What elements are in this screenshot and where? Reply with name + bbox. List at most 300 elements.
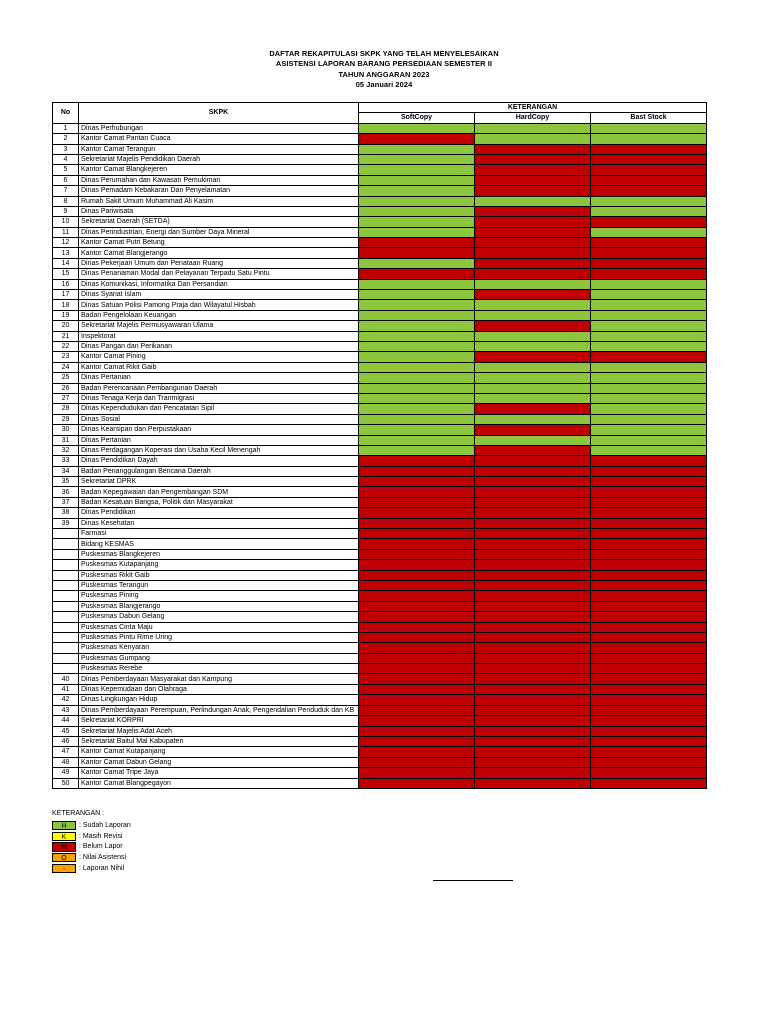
skpk-name: Kantor Camat Terangun xyxy=(79,144,359,154)
status-cell-hard xyxy=(475,549,591,559)
status-cell-hard xyxy=(475,653,591,663)
status-cell-soft xyxy=(359,456,475,466)
skpk-name: Dinas Satuan Polisi Pamong Praja dan Wilayatul Hisbah xyxy=(79,300,359,310)
skpk-name: Sekretariat Daerah (SETDA) xyxy=(79,217,359,227)
status-cell-hard xyxy=(475,175,591,185)
row-number: 2 xyxy=(53,134,79,144)
row-number: 49 xyxy=(53,768,79,778)
row-number: 45 xyxy=(53,726,79,736)
status-cell-hard xyxy=(475,227,591,237)
status-cell-soft xyxy=(359,684,475,694)
status-cell-hard xyxy=(475,248,591,258)
row-number: 34 xyxy=(53,466,79,476)
table-row xyxy=(53,331,707,341)
status-cell-bast xyxy=(591,414,707,424)
row-number: 12 xyxy=(53,238,79,248)
status-cell-soft xyxy=(359,331,475,341)
status-cell-hard xyxy=(475,134,591,144)
legend-items xyxy=(52,820,131,874)
table-row xyxy=(53,362,707,372)
status-cell-soft xyxy=(359,290,475,300)
status-cell-hard xyxy=(475,393,591,403)
status-cell-soft xyxy=(359,508,475,518)
status-cell-soft xyxy=(359,653,475,663)
skpk-name: Puskesmas Gumpang xyxy=(79,653,359,663)
status-cell-hard xyxy=(475,331,591,341)
status-cell-soft xyxy=(359,154,475,164)
row-number: 6 xyxy=(53,175,79,185)
status-cell-hard xyxy=(475,206,591,216)
row-number: 3 xyxy=(53,144,79,154)
table-row xyxy=(53,269,707,279)
status-cell-hard xyxy=(475,144,591,154)
legend-swatch: - xyxy=(52,864,76,873)
status-cell-bast xyxy=(591,518,707,528)
table-row xyxy=(53,456,707,466)
table-row xyxy=(53,612,707,622)
legend-swatch: O xyxy=(52,853,76,862)
status-cell-soft xyxy=(359,217,475,227)
status-cell-hard xyxy=(475,529,591,539)
row-number xyxy=(53,591,79,601)
status-cell-bast xyxy=(591,279,707,289)
row-number xyxy=(53,653,79,663)
status-cell-bast xyxy=(591,196,707,206)
skpk-name: Puskesmas Terangun xyxy=(79,580,359,590)
skpk-name: Kantor Camat Rikit Gaib xyxy=(79,362,359,372)
status-cell-soft xyxy=(359,134,475,144)
skpk-name: Puskesmas Kenyaran xyxy=(79,643,359,653)
status-cell-bast xyxy=(591,144,707,154)
table-row xyxy=(53,726,707,736)
table-row xyxy=(53,154,707,164)
legend-label: : Sudah Laporan xyxy=(79,821,131,829)
row-number: 10 xyxy=(53,217,79,227)
table-row xyxy=(53,778,707,788)
status-cell-hard xyxy=(475,716,591,726)
skpk-name: Dinas Pertanian xyxy=(79,435,359,445)
title-line-3: TAHUN ANGGARAN 2023 xyxy=(338,69,430,79)
row-number: 14 xyxy=(53,258,79,268)
status-cell-bast xyxy=(591,238,707,248)
row-number: 48 xyxy=(53,757,79,767)
signature-line xyxy=(433,880,513,881)
status-cell-soft xyxy=(359,518,475,528)
table-row xyxy=(53,248,707,258)
table-row xyxy=(53,549,707,559)
row-number xyxy=(53,539,79,549)
row-number xyxy=(53,643,79,653)
status-cell-hard xyxy=(475,591,591,601)
status-cell-soft xyxy=(359,206,475,216)
status-cell-bast xyxy=(591,736,707,746)
status-cell-soft xyxy=(359,529,475,539)
status-cell-soft xyxy=(359,695,475,705)
status-cell-soft xyxy=(359,674,475,684)
skpk-name: Kantor Camat Tripe Jaya xyxy=(79,768,359,778)
status-cell-bast xyxy=(591,695,707,705)
status-cell-bast xyxy=(591,404,707,414)
status-cell-hard xyxy=(475,632,591,642)
skpk-name: Sekretariat Baitul Mal Kabupaten xyxy=(79,736,359,746)
status-cell-hard xyxy=(475,352,591,362)
title-line-1: DAFTAR REKAPITULASI SKPK YANG TELAH MENYELESAIKAN xyxy=(269,49,499,58)
row-number: 18 xyxy=(53,300,79,310)
skpk-name: Rumah Sakit Umum Muhammad Ali Kasim xyxy=(79,196,359,206)
skpk-name: Dinas Kesehatan xyxy=(79,518,359,528)
skpk-name: Dinas Penanaman Modal dan Pelayanan Terpadu Satu Pintu xyxy=(79,269,359,279)
status-cell-bast xyxy=(591,134,707,144)
table-row xyxy=(53,518,707,528)
status-cell-soft xyxy=(359,227,475,237)
skpk-name: Dinas Pemadam Kebakaran Dan Penyelamatan xyxy=(79,186,359,196)
status-cell-bast xyxy=(591,705,707,716)
status-cell-soft xyxy=(359,705,475,716)
status-cell-hard xyxy=(475,154,591,164)
status-cell-soft xyxy=(359,497,475,507)
status-cell-soft xyxy=(359,539,475,549)
status-cell-hard xyxy=(475,477,591,487)
table-row xyxy=(53,477,707,487)
status-cell-bast xyxy=(591,393,707,403)
status-cell-bast xyxy=(591,310,707,320)
status-cell-soft xyxy=(359,549,475,559)
skpk-name: Dinas Pemberdayaan Masyarakat dan Kampung xyxy=(79,674,359,684)
status-cell-hard xyxy=(475,217,591,227)
table-row xyxy=(53,404,707,414)
row-number: 31 xyxy=(53,435,79,445)
row-number: 43 xyxy=(53,705,79,716)
row-number: 29 xyxy=(53,414,79,424)
status-cell-hard xyxy=(475,435,591,445)
skpk-name: Dinas Perhubungan xyxy=(79,123,359,133)
status-cell-hard xyxy=(475,487,591,497)
skpk-name: Kantor Camat Kutapanjang xyxy=(79,747,359,757)
row-number xyxy=(53,580,79,590)
status-cell-soft xyxy=(359,612,475,622)
skpk-name: Puskesmas Dabun Gelang xyxy=(79,612,359,622)
status-cell-soft xyxy=(359,175,475,185)
status-cell-hard xyxy=(475,373,591,383)
status-cell-hard xyxy=(475,768,591,778)
status-cell-bast xyxy=(591,612,707,622)
row-number: 33 xyxy=(53,456,79,466)
row-number: 23 xyxy=(53,352,79,362)
status-cell-soft xyxy=(359,165,475,175)
skpk-name: Puskesmas Rerebe xyxy=(79,664,359,674)
row-number: 13 xyxy=(53,248,79,258)
status-cell-soft xyxy=(359,300,475,310)
status-cell-hard xyxy=(475,258,591,268)
legend-swatch: H xyxy=(52,821,76,830)
table-row xyxy=(53,310,707,320)
status-cell-hard xyxy=(475,165,591,175)
status-cell-bast xyxy=(591,123,707,133)
table-row xyxy=(53,134,707,144)
skpk-name: Dinas Perumahan dan Kawasan Pemukiman xyxy=(79,175,359,185)
table-row xyxy=(53,414,707,424)
table-row xyxy=(53,217,707,227)
skpk-name: Bidang KESMAS xyxy=(79,539,359,549)
skpk-name: Sekretariat KORPRI xyxy=(79,716,359,726)
legend-item xyxy=(52,842,131,853)
status-cell-hard xyxy=(475,747,591,757)
legend xyxy=(52,809,131,874)
table-row xyxy=(53,279,707,289)
status-cell-bast xyxy=(591,373,707,383)
status-cell-bast xyxy=(591,560,707,570)
row-number: 8 xyxy=(53,196,79,206)
status-cell-soft xyxy=(359,570,475,580)
row-number xyxy=(53,560,79,570)
status-cell-bast xyxy=(591,622,707,632)
row-number: 37 xyxy=(53,497,79,507)
status-cell-hard xyxy=(475,684,591,694)
status-cell-bast xyxy=(591,206,707,216)
status-cell-hard xyxy=(475,404,591,414)
row-number xyxy=(53,529,79,539)
row-number xyxy=(53,601,79,611)
status-cell-hard xyxy=(475,726,591,736)
table-row xyxy=(53,186,707,196)
skpk-name: Dinas Pertanian xyxy=(79,373,359,383)
status-cell-hard xyxy=(475,674,591,684)
status-cell-soft xyxy=(359,466,475,476)
status-cell-bast xyxy=(591,186,707,196)
table-row xyxy=(53,435,707,445)
status-cell-soft xyxy=(359,196,475,206)
skpk-name: Badan Kepegawaian dan Pengembangan SDM xyxy=(79,487,359,497)
row-number: 24 xyxy=(53,362,79,372)
status-cell-soft xyxy=(359,341,475,351)
status-cell-bast xyxy=(591,352,707,362)
skpk-name: Dinas Kepemudaan dan Olahraga xyxy=(79,684,359,694)
table-row xyxy=(53,601,707,611)
table-row xyxy=(53,227,707,237)
table-row xyxy=(53,373,707,383)
status-cell-bast xyxy=(591,290,707,300)
skpk-name: Kantor Camat Blangkejeren xyxy=(79,165,359,175)
row-number xyxy=(53,549,79,559)
status-cell-hard xyxy=(475,196,591,206)
row-number xyxy=(53,664,79,674)
skpk-name: Sekretariat Majelis Adat Aceh xyxy=(79,726,359,736)
table-row xyxy=(53,664,707,674)
skpk-name: Puskesmas Pintu Rime Uring xyxy=(79,632,359,642)
row-number: 7 xyxy=(53,186,79,196)
table-row xyxy=(53,529,707,539)
table-row xyxy=(53,487,707,497)
table-row xyxy=(53,632,707,642)
row-number xyxy=(53,570,79,580)
legend-label: : Nilai Asistensi xyxy=(79,854,127,862)
status-cell-hard xyxy=(475,445,591,455)
status-cell-bast xyxy=(591,227,707,237)
skpk-name: Kantor Camat Putri Betung xyxy=(79,238,359,248)
legend-swatch: K xyxy=(52,832,76,841)
status-cell-hard xyxy=(475,290,591,300)
status-cell-bast xyxy=(591,362,707,372)
status-cell-bast xyxy=(591,331,707,341)
status-cell-bast xyxy=(591,674,707,684)
header-no: No xyxy=(53,103,79,124)
legend-label: : Masih Revisi xyxy=(79,832,123,840)
table-row xyxy=(53,321,707,331)
table-row xyxy=(53,747,707,757)
row-number: 40 xyxy=(53,674,79,684)
status-cell-bast xyxy=(591,529,707,539)
status-cell-hard xyxy=(475,518,591,528)
table-row xyxy=(53,539,707,549)
status-cell-bast xyxy=(591,487,707,497)
skpk-name: Puskesmas Cinta Maju xyxy=(79,622,359,632)
status-cell-hard xyxy=(475,695,591,705)
status-cell-hard xyxy=(475,601,591,611)
skpk-name: Dinas Pendidikan xyxy=(79,508,359,518)
status-cell-soft xyxy=(359,404,475,414)
status-cell-hard xyxy=(475,414,591,424)
table-row xyxy=(53,497,707,507)
status-cell-soft xyxy=(359,622,475,632)
row-number: 32 xyxy=(53,445,79,455)
status-cell-bast xyxy=(591,341,707,351)
status-cell-soft xyxy=(359,383,475,393)
status-cell-hard xyxy=(475,508,591,518)
status-cell-bast xyxy=(591,497,707,507)
status-cell-hard xyxy=(475,757,591,767)
status-cell-bast xyxy=(591,716,707,726)
row-number: 9 xyxy=(53,206,79,216)
skpk-name: Dinas Pekerjaan Umum dan Penataan Ruang xyxy=(79,258,359,268)
skpk-name: Puskesmas Blangkejeren xyxy=(79,549,359,559)
legend-item xyxy=(52,852,131,863)
status-cell-bast xyxy=(591,684,707,694)
status-cell-bast xyxy=(591,601,707,611)
table-row xyxy=(53,445,707,455)
row-number: 28 xyxy=(53,404,79,414)
status-cell-hard xyxy=(475,612,591,622)
row-number: 47 xyxy=(53,747,79,757)
recap-table xyxy=(52,102,707,789)
status-cell-bast xyxy=(591,591,707,601)
skpk-name: Dinas Pemberdayaan Perempuan, Perlindungan Anak, Pengendalian Penduduk dan KB xyxy=(79,705,359,716)
row-number: 4 xyxy=(53,154,79,164)
skpk-name: Sekretariat Majelis Permusyawaran Ulama xyxy=(79,321,359,331)
status-cell-bast xyxy=(591,664,707,674)
status-cell-soft xyxy=(359,601,475,611)
status-cell-hard xyxy=(475,269,591,279)
status-cell-bast xyxy=(591,435,707,445)
status-cell-soft xyxy=(359,445,475,455)
status-cell-bast xyxy=(591,248,707,258)
status-cell-soft xyxy=(359,321,475,331)
status-cell-soft xyxy=(359,778,475,788)
status-cell-bast xyxy=(591,165,707,175)
skpk-name: Puskesmas Kutapanjang xyxy=(79,560,359,570)
status-cell-soft xyxy=(359,435,475,445)
table-row xyxy=(53,674,707,684)
status-cell-bast xyxy=(591,549,707,559)
table-row xyxy=(53,716,707,726)
legend-label: : Laporan Nihil xyxy=(79,865,125,873)
title-line-2: ASISTENSI LAPORAN BARANG PERSEDIAAN SEMESTER II xyxy=(275,59,493,69)
skpk-name: Dinas Perdagangan Koperasi dan Usaha Kecil Menengah xyxy=(79,445,359,455)
skpk-name: Sekretariat Majelis Pendidikan Daerah xyxy=(79,154,359,164)
status-cell-soft xyxy=(359,757,475,767)
status-cell-hard xyxy=(475,238,591,248)
row-number: 5 xyxy=(53,165,79,175)
status-cell-soft xyxy=(359,144,475,154)
status-cell-bast xyxy=(591,747,707,757)
title-date: 05 Januari 2024 xyxy=(355,80,413,90)
status-cell-bast xyxy=(591,580,707,590)
status-cell-hard xyxy=(475,580,591,590)
legend-item xyxy=(52,863,131,874)
skpk-name: Puskesmas Rikit Gaib xyxy=(79,570,359,580)
skpk-name: Kantor Camat Blangjerango xyxy=(79,248,359,258)
status-cell-hard xyxy=(475,570,591,580)
status-cell-soft xyxy=(359,238,475,248)
status-cell-soft xyxy=(359,393,475,403)
skpk-name: Dinas Kependudukan dan Pencatatan Sipil xyxy=(79,404,359,414)
legend-item xyxy=(52,831,131,842)
status-cell-bast xyxy=(591,425,707,435)
row-number: 26 xyxy=(53,383,79,393)
skpk-name: Dinas Syariat Islam xyxy=(79,290,359,300)
status-cell-hard xyxy=(475,279,591,289)
status-cell-hard xyxy=(475,736,591,746)
status-cell-hard xyxy=(475,341,591,351)
table-row xyxy=(53,591,707,601)
status-cell-hard xyxy=(475,383,591,393)
skpk-name: Badan Penanggulangan Bencana Daerah xyxy=(79,466,359,476)
row-number: 15 xyxy=(53,269,79,279)
row-number xyxy=(53,612,79,622)
table-row xyxy=(53,695,707,705)
row-number: 25 xyxy=(53,373,79,383)
status-cell-bast xyxy=(591,632,707,642)
table-row xyxy=(53,684,707,694)
table-body xyxy=(53,123,707,788)
skpk-name: Dinas Kearsipan dan Perpustakaan xyxy=(79,425,359,435)
skpk-name: Badan Kesatuan Bangsa, Politik dan Masyarakat xyxy=(79,497,359,507)
skpk-name: Badan Pengelolaan Keuangan xyxy=(79,310,359,320)
row-number: 46 xyxy=(53,736,79,746)
status-cell-bast xyxy=(591,778,707,788)
skpk-name: Dinas Perindustrian, Energi dan Sumber Daya Mineral xyxy=(79,227,359,237)
status-cell-hard xyxy=(475,362,591,372)
status-cell-bast xyxy=(591,321,707,331)
status-cell-hard xyxy=(475,466,591,476)
status-cell-bast xyxy=(591,456,707,466)
row-number: 50 xyxy=(53,778,79,788)
status-cell-hard xyxy=(475,778,591,788)
table-row xyxy=(53,383,707,393)
table-row xyxy=(53,705,707,716)
legend-item xyxy=(52,820,131,831)
table-row xyxy=(53,560,707,570)
skpk-name: Dinas Komunikasi, Informatika Dan Persandian xyxy=(79,279,359,289)
status-cell-soft xyxy=(359,591,475,601)
status-cell-hard xyxy=(475,456,591,466)
table-row xyxy=(53,643,707,653)
row-number: 20 xyxy=(53,321,79,331)
status-cell-hard xyxy=(475,186,591,196)
status-cell-soft xyxy=(359,123,475,133)
skpk-name: Puskesmas Blangjerango xyxy=(79,601,359,611)
status-cell-soft xyxy=(359,186,475,196)
status-cell-soft xyxy=(359,373,475,383)
